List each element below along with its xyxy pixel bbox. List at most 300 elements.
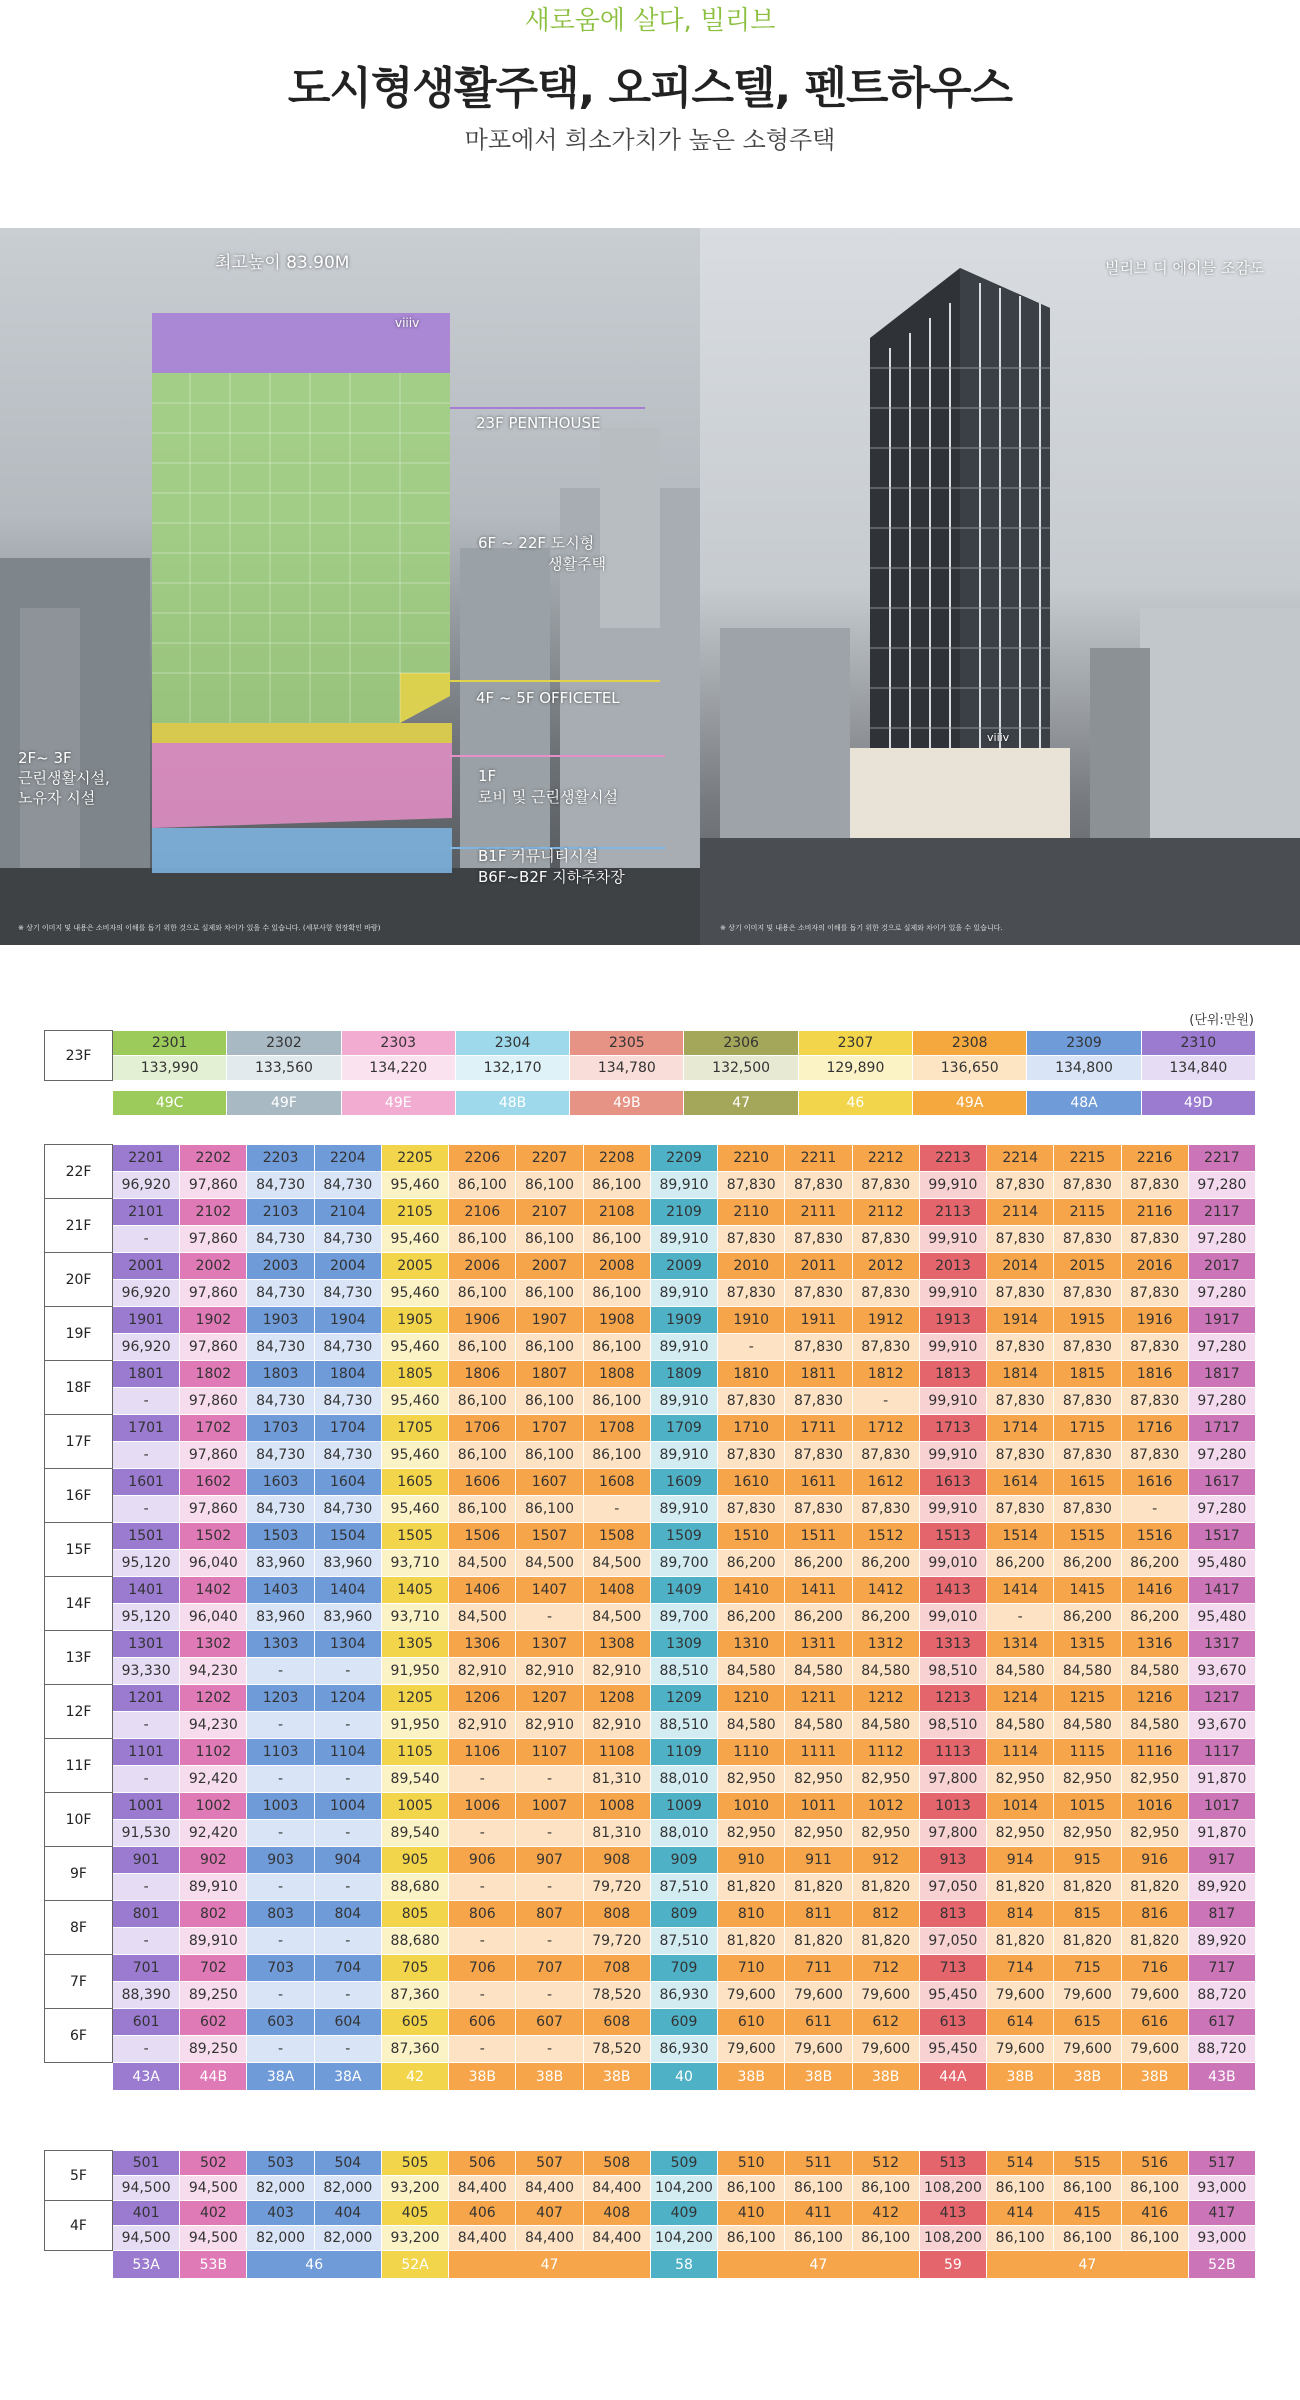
unit-price: 84,730 bbox=[314, 1442, 381, 1469]
floor-label: 6F bbox=[45, 2009, 113, 2063]
unit-price: 86,200 bbox=[852, 1604, 919, 1631]
unit-price: 79,600 bbox=[852, 2036, 919, 2063]
unit-type: 38B bbox=[1121, 2063, 1188, 2091]
unit-price: 79,600 bbox=[718, 2036, 785, 2063]
unit-number: 1714 bbox=[987, 1415, 1054, 1442]
unit-price: 84,400 bbox=[583, 2226, 650, 2251]
unit-price: 82,950 bbox=[1121, 1820, 1188, 1847]
unit-number: 2009 bbox=[650, 1253, 717, 1280]
type-row-spacer bbox=[45, 2063, 113, 2091]
unit-number: 1601 bbox=[113, 1469, 180, 1496]
floor-label: 20F bbox=[45, 1253, 113, 1307]
unit-price: 86,100 bbox=[583, 1442, 650, 1469]
unit-price: 95,120 bbox=[113, 1550, 180, 1577]
unit-price: 82,910 bbox=[583, 1712, 650, 1739]
unit-number: 507 bbox=[516, 2151, 583, 2176]
unit-number: 2209 bbox=[650, 1145, 717, 1172]
unit-type: 47 bbox=[449, 2251, 651, 2279]
unit-number: 813 bbox=[919, 1901, 986, 1928]
unit-price: 94,500 bbox=[113, 2176, 180, 2201]
unit-number: 1301 bbox=[113, 1631, 180, 1658]
unit-number: 1502 bbox=[180, 1523, 247, 1550]
unit-number: 806 bbox=[449, 1901, 516, 1928]
unit-number: 1011 bbox=[785, 1793, 852, 1820]
unit-number: 1711 bbox=[785, 1415, 852, 1442]
unit-price: 81,820 bbox=[785, 1928, 852, 1955]
unit-price: 89,910 bbox=[650, 1442, 717, 1469]
unit-price: - bbox=[247, 1874, 314, 1901]
unit-number: 1913 bbox=[919, 1307, 986, 1334]
unit-price: - bbox=[314, 1766, 381, 1793]
floor-label: 7F bbox=[45, 1955, 113, 2009]
unit-number: 1114 bbox=[987, 1739, 1054, 1766]
unit-price: 81,820 bbox=[1121, 1928, 1188, 1955]
unit-price: 89,910 bbox=[650, 1334, 717, 1361]
unit-number: 802 bbox=[180, 1901, 247, 1928]
unit-number: 1403 bbox=[247, 1577, 314, 1604]
unit-price: 84,730 bbox=[247, 1172, 314, 1199]
unit-number: 1607 bbox=[516, 1469, 583, 1496]
unit-price: 87,830 bbox=[785, 1496, 852, 1523]
unit-price: 95,460 bbox=[381, 1334, 448, 1361]
unit-number: 1705 bbox=[381, 1415, 448, 1442]
unit-price: 97,280 bbox=[1188, 1280, 1255, 1307]
unit-price: 82,000 bbox=[314, 2176, 381, 2201]
unit-price: 97,280 bbox=[1188, 1172, 1255, 1199]
penthouse-price-table bbox=[44, 1030, 1256, 1081]
unit-price: 94,500 bbox=[180, 2176, 247, 2201]
unit-price: 93,200 bbox=[381, 2176, 448, 2201]
unit-number: 1210 bbox=[718, 1685, 785, 1712]
unit-type: 47 bbox=[684, 1091, 798, 1116]
unit-price: 84,730 bbox=[247, 1388, 314, 1415]
unit-number: 1608 bbox=[583, 1469, 650, 1496]
unit-price: 82,950 bbox=[718, 1820, 785, 1847]
unit-number: 2309 bbox=[1027, 1031, 1141, 1056]
unit-number: 1704 bbox=[314, 1415, 381, 1442]
unit-type: 38B bbox=[583, 2063, 650, 2091]
unit-number: 1611 bbox=[785, 1469, 852, 1496]
unit-number: 1410 bbox=[718, 1577, 785, 1604]
unit-price: - bbox=[247, 1982, 314, 2009]
unit-price: 82,950 bbox=[718, 1766, 785, 1793]
unit-type: 58 bbox=[650, 2251, 717, 2279]
unit-number: 1506 bbox=[449, 1523, 516, 1550]
unit-price: 84,730 bbox=[247, 1280, 314, 1307]
unit-price: 95,460 bbox=[381, 1388, 448, 1415]
unit-number: 903 bbox=[247, 1847, 314, 1874]
unit-number: 515 bbox=[1054, 2151, 1121, 2176]
unit-price: 82,950 bbox=[785, 1820, 852, 1847]
floor-label: 19F bbox=[45, 1307, 113, 1361]
unit-number: 2008 bbox=[583, 1253, 650, 1280]
unit-number: 902 bbox=[180, 1847, 247, 1874]
unit-price: 83,960 bbox=[314, 1550, 381, 1577]
unit-number: 1206 bbox=[449, 1685, 516, 1712]
unit-price: 92,420 bbox=[180, 1766, 247, 1793]
unit-price: 84,730 bbox=[314, 1388, 381, 1415]
unit-price: 87,830 bbox=[1121, 1388, 1188, 1415]
unit-type: 46 bbox=[798, 1091, 912, 1116]
unit-number: 1801 bbox=[113, 1361, 180, 1388]
unit-price: 88,010 bbox=[650, 1820, 717, 1847]
unit-number: 1305 bbox=[381, 1631, 448, 1658]
unit-number: 1816 bbox=[1121, 1361, 1188, 1388]
unit-type: 49B bbox=[570, 1091, 684, 1116]
unit-number: 1810 bbox=[718, 1361, 785, 1388]
unit-price: - bbox=[113, 1928, 180, 1955]
unit-price: 84,580 bbox=[785, 1712, 852, 1739]
unit-number: 1710 bbox=[718, 1415, 785, 1442]
unit-number: 1612 bbox=[852, 1469, 919, 1496]
unit-number: 1702 bbox=[180, 1415, 247, 1442]
unit-number: 1817 bbox=[1188, 1361, 1255, 1388]
unit-price: 96,920 bbox=[113, 1334, 180, 1361]
unit-number: 1417 bbox=[1188, 1577, 1255, 1604]
unit-number: 1317 bbox=[1188, 1631, 1255, 1658]
unit-number: 1912 bbox=[852, 1307, 919, 1334]
floor-label: 11F bbox=[45, 1739, 113, 1793]
unit-price: 86,930 bbox=[650, 1982, 717, 2009]
unit-number: 406 bbox=[449, 2201, 516, 2226]
unit-price: 84,580 bbox=[1054, 1712, 1121, 1739]
aerial-view-label: 빌리브 디 에이블 조감도 bbox=[1105, 259, 1265, 277]
unit-price: 82,910 bbox=[516, 1658, 583, 1685]
unit-type: 49F bbox=[227, 1091, 341, 1116]
unit-number: 1806 bbox=[449, 1361, 516, 1388]
unit-price: 79,600 bbox=[1121, 2036, 1188, 2063]
unit-number: 415 bbox=[1054, 2201, 1121, 2226]
unit-price: 136,650 bbox=[913, 1056, 1027, 1081]
unit-number: 1902 bbox=[180, 1307, 247, 1334]
unit-price: 88,510 bbox=[650, 1658, 717, 1685]
unit-number: 808 bbox=[583, 1901, 650, 1928]
unit-number: 1013 bbox=[919, 1793, 986, 1820]
unit-price: 83,960 bbox=[247, 1550, 314, 1577]
unit-price: - bbox=[516, 1874, 583, 1901]
floor-label: 18F bbox=[45, 1361, 113, 1415]
unit-type: 44B bbox=[180, 2063, 247, 2091]
unit-number: 2305 bbox=[570, 1031, 684, 1056]
unit-number: 1303 bbox=[247, 1631, 314, 1658]
unit-price: 87,830 bbox=[1121, 1280, 1188, 1307]
unit-price: 86,200 bbox=[718, 1604, 785, 1631]
unit-type: 38B bbox=[987, 2063, 1054, 2091]
unit-price: 84,580 bbox=[987, 1658, 1054, 1685]
unit-price: 86,100 bbox=[987, 2176, 1054, 2201]
unit-number: 710 bbox=[718, 1955, 785, 1982]
unit-number: 1404 bbox=[314, 1577, 381, 1604]
unit-number: 2004 bbox=[314, 1253, 381, 1280]
unit-number: 1516 bbox=[1121, 1523, 1188, 1550]
basement-label-1: B1F 커뮤니티시설 bbox=[478, 847, 599, 865]
unit-number: 1103 bbox=[247, 1739, 314, 1766]
unit-price: 87,830 bbox=[718, 1388, 785, 1415]
unit-price: - bbox=[449, 1928, 516, 1955]
unit-number: 707 bbox=[516, 1955, 583, 1982]
unit-number: 1411 bbox=[785, 1577, 852, 1604]
unit-number: 2116 bbox=[1121, 1199, 1188, 1226]
unit-number: 1310 bbox=[718, 1631, 785, 1658]
unit-number: 1508 bbox=[583, 1523, 650, 1550]
unit-number: 907 bbox=[516, 1847, 583, 1874]
unit-number: 914 bbox=[987, 1847, 1054, 1874]
unit-number: 1003 bbox=[247, 1793, 314, 1820]
unit-number: 1413 bbox=[919, 1577, 986, 1604]
unit-price: 87,830 bbox=[852, 1442, 919, 1469]
page-title: 도시형생활주택, 오피스텔, 펜트하우스 bbox=[287, 63, 1013, 114]
floor-label: 14F bbox=[45, 1577, 113, 1631]
unit-price: - bbox=[449, 1766, 516, 1793]
unit-price: 81,820 bbox=[1054, 1928, 1121, 1955]
unit-number: 1505 bbox=[381, 1523, 448, 1550]
unit-number: 1311 bbox=[785, 1631, 852, 1658]
unit-price: 87,830 bbox=[1054, 1172, 1121, 1199]
unit-number: 2310 bbox=[1141, 1031, 1255, 1056]
unit-price: 87,830 bbox=[718, 1280, 785, 1307]
unit-price: 89,920 bbox=[1188, 1928, 1255, 1955]
unit-number: 414 bbox=[987, 2201, 1054, 2226]
floor-label: 8F bbox=[45, 1901, 113, 1955]
unit-number: 2302 bbox=[227, 1031, 341, 1056]
unit-price: 86,100 bbox=[516, 1226, 583, 1253]
unit-price: 87,830 bbox=[1121, 1226, 1188, 1253]
unit-number: 1503 bbox=[247, 1523, 314, 1550]
unit-price: 79,600 bbox=[1054, 1982, 1121, 2009]
unit-price: 82,950 bbox=[785, 1766, 852, 1793]
unit-number: 2117 bbox=[1188, 1199, 1255, 1226]
unit-number: 517 bbox=[1188, 2151, 1255, 2176]
floor-label: 17F bbox=[45, 1415, 113, 1469]
unit-number: 2114 bbox=[987, 1199, 1054, 1226]
unit-number: 1001 bbox=[113, 1793, 180, 1820]
unit-number: 1603 bbox=[247, 1469, 314, 1496]
unit-price: - bbox=[113, 1712, 180, 1739]
unit-number: 2206 bbox=[449, 1145, 516, 1172]
unit-number: 2306 bbox=[684, 1031, 798, 1056]
unit-price: 99,910 bbox=[919, 1172, 986, 1199]
unit-price: 84,580 bbox=[718, 1712, 785, 1739]
unit-number: 1808 bbox=[583, 1361, 650, 1388]
unit-number: 2107 bbox=[516, 1199, 583, 1226]
unit-price: 81,820 bbox=[718, 1874, 785, 1901]
unit-price: 86,100 bbox=[516, 1442, 583, 1469]
unit-number: 617 bbox=[1188, 2009, 1255, 2036]
unit-price: 86,100 bbox=[449, 1172, 516, 1199]
unit-number: 2101 bbox=[113, 1199, 180, 1226]
unit-number: 2011 bbox=[785, 1253, 852, 1280]
unit-price: 87,830 bbox=[852, 1334, 919, 1361]
unit-price: - bbox=[516, 1982, 583, 2009]
unit-number: 1415 bbox=[1054, 1577, 1121, 1604]
unit-price: 87,830 bbox=[718, 1442, 785, 1469]
unit-price: - bbox=[113, 1766, 180, 1793]
unit-price: 86,100 bbox=[516, 1388, 583, 1415]
unit-price: 87,510 bbox=[650, 1874, 717, 1901]
unit-price: 86,100 bbox=[583, 1334, 650, 1361]
unit-number: 404 bbox=[314, 2201, 381, 2226]
unit-price: 99,910 bbox=[919, 1334, 986, 1361]
floor-label: 16F bbox=[45, 1469, 113, 1523]
unit-number: 1604 bbox=[314, 1469, 381, 1496]
unit-number: 613 bbox=[919, 2009, 986, 2036]
unit-type: 59 bbox=[919, 2251, 986, 2279]
unit-number: 702 bbox=[180, 1955, 247, 1982]
unit-type: 46 bbox=[247, 2251, 381, 2279]
logo: viiiv bbox=[395, 316, 420, 330]
residential-label-1: 6F ~ 22F 도시형 bbox=[478, 534, 595, 552]
unit-number: 1201 bbox=[113, 1685, 180, 1712]
unit-price: 86,100 bbox=[583, 1388, 650, 1415]
unit-price: 84,580 bbox=[852, 1658, 919, 1685]
unit-number: 410 bbox=[718, 2201, 785, 2226]
unit-price: 84,500 bbox=[449, 1550, 516, 1577]
unit-number: 814 bbox=[987, 1901, 1054, 1928]
unit-price: - bbox=[247, 1928, 314, 1955]
unit-price: 97,280 bbox=[1188, 1388, 1255, 1415]
unit-number: 516 bbox=[1121, 2151, 1188, 2176]
unit-number: 1512 bbox=[852, 1523, 919, 1550]
unit-number: 1008 bbox=[583, 1793, 650, 1820]
unit-price: 96,040 bbox=[180, 1550, 247, 1577]
penthouse-label: 23F PENTHOUSE bbox=[476, 414, 601, 432]
unit-price: 91,950 bbox=[381, 1658, 448, 1685]
unit-price: 97,860 bbox=[180, 1226, 247, 1253]
unit-price: 86,200 bbox=[1121, 1550, 1188, 1577]
building-images bbox=[0, 228, 1300, 945]
unit-price: 82,910 bbox=[516, 1712, 583, 1739]
unit-price: 89,910 bbox=[650, 1172, 717, 1199]
unit-price: 89,910 bbox=[650, 1226, 717, 1253]
unit-number: 703 bbox=[247, 1955, 314, 1982]
unit-price: 86,100 bbox=[785, 2176, 852, 2201]
unit-price: 86,100 bbox=[449, 1442, 516, 1469]
unit-number: 1412 bbox=[852, 1577, 919, 1604]
unit-price: 95,120 bbox=[113, 1604, 180, 1631]
unit-number: 901 bbox=[113, 1847, 180, 1874]
unit-price: 82,910 bbox=[583, 1658, 650, 1685]
unit-price: 86,100 bbox=[516, 1496, 583, 1523]
unit-number: 2006 bbox=[449, 1253, 516, 1280]
unit-number: 1807 bbox=[516, 1361, 583, 1388]
unit-price: - bbox=[516, 1604, 583, 1631]
unit-number: 610 bbox=[718, 2009, 785, 2036]
unit-number: 2210 bbox=[718, 1145, 785, 1172]
unit-type: 38B bbox=[449, 2063, 516, 2091]
unit-number: 1716 bbox=[1121, 1415, 1188, 1442]
unit-number: 1804 bbox=[314, 1361, 381, 1388]
unit-price: 132,170 bbox=[455, 1056, 569, 1081]
unit-price: - bbox=[449, 1820, 516, 1847]
unit-number: 504 bbox=[314, 2151, 381, 2176]
unit-number: 1504 bbox=[314, 1523, 381, 1550]
unit-number: 1205 bbox=[381, 1685, 448, 1712]
unit-price: 87,830 bbox=[987, 1226, 1054, 1253]
unit-price: 86,100 bbox=[852, 2176, 919, 2201]
unit-price: 79,600 bbox=[1054, 2036, 1121, 2063]
unit-price: 82,950 bbox=[1054, 1766, 1121, 1793]
unit-price: 86,100 bbox=[516, 1280, 583, 1307]
unit-price: - bbox=[314, 1874, 381, 1901]
unit-type: 44A bbox=[919, 2063, 986, 2091]
unit-price: 87,830 bbox=[987, 1496, 1054, 1523]
unit-price: - bbox=[247, 1712, 314, 1739]
unit-number: 906 bbox=[449, 1847, 516, 1874]
unit-price: 84,580 bbox=[785, 1658, 852, 1685]
unit-number: 1812 bbox=[852, 1361, 919, 1388]
unit-price: 82,950 bbox=[852, 1766, 919, 1793]
unit-number: 603 bbox=[247, 2009, 314, 2036]
floor-label: 23F bbox=[45, 1031, 113, 1081]
unit-type: 40 bbox=[650, 2063, 717, 2091]
floor-label: 12F bbox=[45, 1685, 113, 1739]
unit-price: 84,400 bbox=[516, 2176, 583, 2201]
unit-price: 79,720 bbox=[583, 1874, 650, 1901]
unit-price: - bbox=[449, 1874, 516, 1901]
unit-number: 509 bbox=[650, 2151, 717, 2176]
unit-number: 1606 bbox=[449, 1469, 516, 1496]
unit-number: 1215 bbox=[1054, 1685, 1121, 1712]
unit-price: 89,910 bbox=[650, 1496, 717, 1523]
unit-number: 708 bbox=[583, 1955, 650, 1982]
unit-price: 78,520 bbox=[583, 2036, 650, 2063]
unit-price: 87,830 bbox=[852, 1172, 919, 1199]
unit-type: 49C bbox=[113, 1091, 227, 1116]
unit-price: 84,500 bbox=[583, 1604, 650, 1631]
unit-number: 1613 bbox=[919, 1469, 986, 1496]
floor-label: 15F bbox=[45, 1523, 113, 1577]
unit-price: 88,390 bbox=[113, 1982, 180, 2009]
unit-number: 605 bbox=[381, 2009, 448, 2036]
unit-number: 1706 bbox=[449, 1415, 516, 1442]
unit-price: 87,830 bbox=[785, 1388, 852, 1415]
retail-label-1: 2F~ 3F bbox=[18, 749, 72, 767]
unit-number: 916 bbox=[1121, 1847, 1188, 1874]
unit-number: 2102 bbox=[180, 1199, 247, 1226]
unit-price: - bbox=[583, 1496, 650, 1523]
unit-price: 95,460 bbox=[381, 1172, 448, 1199]
unit-price: 93,000 bbox=[1188, 2176, 1255, 2201]
unit-price: 97,800 bbox=[919, 1820, 986, 1847]
unit-number: 1005 bbox=[381, 1793, 448, 1820]
unit-number: 905 bbox=[381, 1847, 448, 1874]
unit-price: 86,100 bbox=[987, 2226, 1054, 2251]
unit-price: 79,600 bbox=[852, 1982, 919, 2009]
unit-number: 1708 bbox=[583, 1415, 650, 1442]
unit-number: 815 bbox=[1054, 1901, 1121, 1928]
unit-price: 79,600 bbox=[1121, 1982, 1188, 2009]
unit-number: 805 bbox=[381, 1901, 448, 1928]
unit-type: 38B bbox=[852, 2063, 919, 2091]
unit-number: 1209 bbox=[650, 1685, 717, 1712]
unit-price: 89,910 bbox=[180, 1928, 247, 1955]
unit-price: 86,200 bbox=[987, 1550, 1054, 1577]
unit-number: 803 bbox=[247, 1901, 314, 1928]
unit-price: - bbox=[516, 1928, 583, 1955]
unit-price: - bbox=[113, 1226, 180, 1253]
unit-price: 82,000 bbox=[314, 2226, 381, 2251]
unit-number: 615 bbox=[1054, 2009, 1121, 2036]
unit-number: 1009 bbox=[650, 1793, 717, 1820]
unit-number: 713 bbox=[919, 1955, 986, 1982]
unit-number: 1314 bbox=[987, 1631, 1054, 1658]
unit-number: 609 bbox=[650, 2009, 717, 2036]
unit-number: 402 bbox=[180, 2201, 247, 2226]
unit-price: 87,830 bbox=[987, 1172, 1054, 1199]
unit-number: 912 bbox=[852, 1847, 919, 1874]
unit-number: 715 bbox=[1054, 1955, 1121, 1982]
unit-number: 1615 bbox=[1054, 1469, 1121, 1496]
